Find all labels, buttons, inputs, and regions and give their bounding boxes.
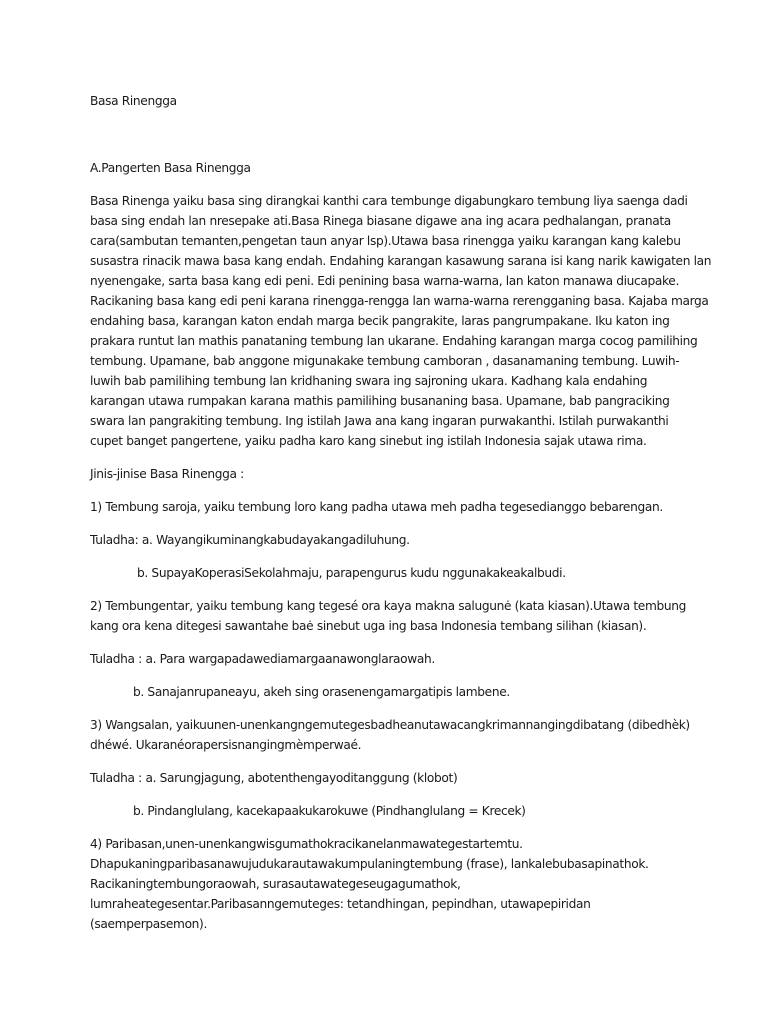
example-line: Tuladha : a. Sarungjagung, abotenthengayoditanggung (klobot) [90,771,458,785]
list-item: 2) Tembungentar, yaiku tembung kang tegesé ora kaya makna salugunė (kata kiasan).Utawa tembung [90,599,686,613]
paragraph-line: endahing basa, karangan katon endah marga becik pangrakite, laras pangrumpakane. Iku katon ing [90,314,670,328]
list-item-continuation: (saemperpasemon). [90,917,207,931]
list-item: 4) Paribasan,unen-unenkangwisgumathokracikanelanmawategestartemtu. [90,837,523,851]
list-item-continuation: Dhapukaningparibasanawujudukarautawakumpulaningtembung (frase), lankalebubasapinathok. [90,857,649,871]
paragraph-line: swara lan pangrakiting tembung. Ing istilah Jawa ana kang ingaran purwakanthi. Istilah purwakanthi [90,414,669,428]
paragraph-line: prakara runtut lan mathis panataning tembung lan ukarane. Endahing karangan marga cocog pamilihing [90,334,698,348]
list-item-continuation: dhéwé. Ukaranéorapersisnangingmèmperwaé. [90,738,362,752]
list-item-continuation: kang ora kena ditegesi sawantahe baė sinebut uga ing basa Indonesia tembang silihan (kiasan). [90,619,647,633]
paragraph-line: cupet banget pangertene, yaiku padha karo kang sinebut ing istilah Indonesia sajak utawa rima. [90,434,647,448]
paragraph-line: basa sing endah lan nresepake ati.Basa Rinega biasane digawe ana ing acara pedhalangan, pranata [90,214,671,228]
example-line: b. Pindanglulang, kacekapaakukarokuwe (Pindhanglulang = Krecek) [133,804,526,818]
paragraph-line: tembung. Upamane, bab anggone migunakake tembung camboran , dasanamaning tembung. Luwih- [90,354,680,368]
list-item-continuation: lumraheategesentar.Paribasanngemuteges: tetandhingan, pepindhan, utawapepiridan [90,897,591,911]
paragraph-line: karangan utawa rumpakan karana mathis pamilihing busananing basa. Upamane, bab pangraciking [90,394,670,408]
list-item: 3) Wangsalan, yaikuunen-unenkangngemutegesbadheanutawacangkrimannangingdibatang (dibedhèk) [90,718,690,732]
paragraph-line: susastra rinacik mawa basa kang endah. Endahing karangan kasawung sarana isi kang narik kawigaten lan [90,254,712,268]
document-title: Basa Rinengga [90,94,177,108]
paragraph-line: nyenengake, sarta basa kang edi peni. Edi penining basa warna-warna, lan katon manawa diucapake. [90,274,679,288]
list-item-continuation: Racikaningtembungoraowah, surasautawategeseugagumathok, [90,877,461,891]
example-line: Tuladha : a. Para wargapadawediamargaanawonglaraowah. [90,652,435,666]
list-heading: Jinis-jinise Basa Rinengga : [90,467,244,481]
paragraph-line: luwih bab pamilihing tembung lan kridhaning swara ing sajroning ukara. Kadhang kala endahing [90,374,648,388]
example-line: b. SupayaKoperasiSekolahmaju, parapengurus kudu nggunakakeakalbudi. [137,566,566,580]
section-heading: A.Pangerten Basa Rinengga [90,161,251,175]
list-item: 1) Tembung saroja, yaiku tembung loro kang padha utawa meh padha tegesedianggo bebarengan. [90,500,663,514]
paragraph-line: Racikaning basa kang edi peni karana rinengga-rengga lan warna-warna rerengganing basa. Kajaba marga [90,294,709,308]
paragraph-line: Basa Rinenga yaiku basa sing dirangkai kanthi cara tembunge digabungkaro tembung liya saenga dadi [90,194,688,208]
paragraph-line: cara(sambutan temanten,pengetan taun anyar lsp).Utawa basa rinengga yaiku karangan kang kalebu [90,234,681,248]
example-line: b. Sanajanrupaneayu, akeh sing orasenengamargatipis lambene. [133,685,510,699]
example-line: Tuladha: a. Wayangikuminangkabudayakangadiluhung. [90,533,410,547]
